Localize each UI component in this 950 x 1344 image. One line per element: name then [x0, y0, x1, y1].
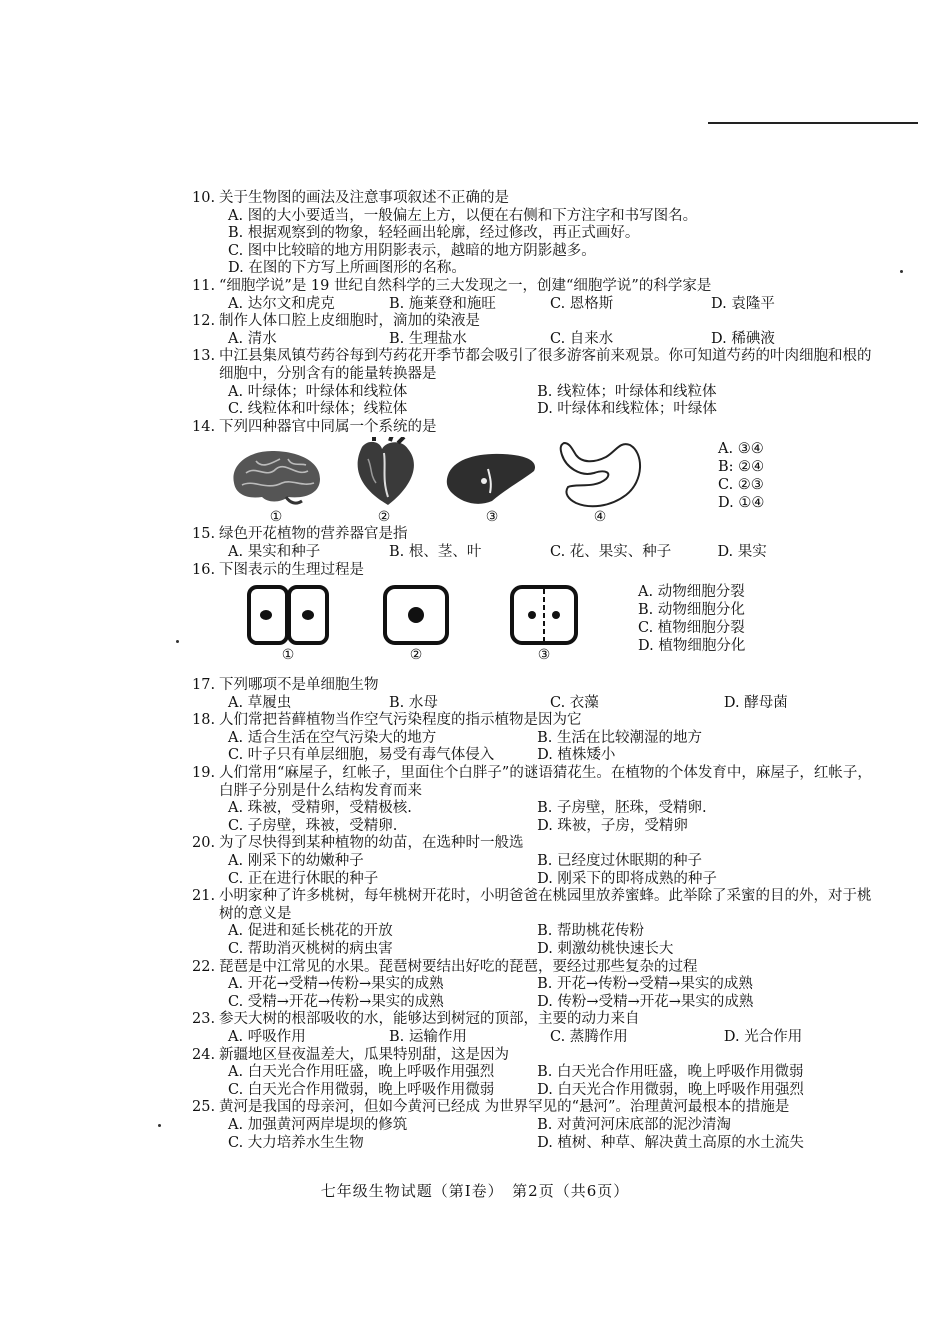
option-b: B: ②④ — [718, 459, 765, 476]
option-d: D. 刺激幼桃快速长大 — [537, 941, 674, 957]
option-d: D. 传粉→受精→开花→果实的成熟 — [537, 993, 754, 1010]
option-d: D. 在图的下方写上所画图形的名称。 — [228, 260, 466, 277]
question-25 — [192, 1099, 872, 1117]
option-c: C. 线粒体和叶绿体；线粒体 — [228, 401, 408, 418]
question-number: 14. — [192, 418, 216, 435]
cell-stage-2 — [352, 583, 480, 677]
question-14 — [192, 419, 872, 437]
option-c: C. 自来水 — [550, 330, 614, 347]
option-a: A. 适合生活在空气污染大的地方 — [228, 729, 437, 746]
option-d: D. 酵母菌 — [723, 694, 788, 711]
option-d: D. 光合作用 — [723, 1028, 803, 1045]
option-a: A. 清水 — [228, 330, 277, 347]
option-c: C. 花、果实、种子 — [550, 543, 672, 560]
question-stem: 下列哪项不是单细胞生物 — [219, 677, 379, 694]
option-d: D. 植物细胞分化 — [638, 638, 746, 655]
option-d: D. 叶绿体和线粒体；叶绿体 — [537, 401, 717, 418]
options — [192, 695, 872, 713]
option-b: B. 根据观察到的物象，轻轻画出轮廓，经过修改，再正式画好。 — [228, 225, 640, 242]
question-stem: “细胞学说”是 19 世纪自然科学的三大发现之一，创建“细胞学说”的科学家是 — [219, 277, 712, 294]
question-18 — [192, 712, 872, 730]
options — [192, 976, 872, 1011]
question-number: 11. — [192, 277, 216, 294]
option-c: C. 叶子只有单层细胞，易受有毒气体侵入 — [228, 747, 495, 764]
option-d: D. 白天光合作用微弱，晚上呼吸作用强烈 — [537, 1081, 804, 1098]
options — [192, 384, 872, 419]
question-22 — [192, 959, 872, 977]
question-stem: 新疆地区昼夜温差大，瓜果特别甜，这是因为 — [219, 1046, 509, 1063]
scan-speck — [900, 270, 903, 273]
option-b: B. 帮助桃花传粉 — [537, 923, 644, 940]
option-c: C. 帮助消灭桃树的病虫害 — [228, 941, 393, 957]
organ-brain — [222, 443, 330, 527]
cell-stage-3 — [480, 583, 608, 677]
option-b: B. 根、茎、叶 — [389, 543, 482, 560]
option-b: B. 生活在比较潮湿的地方 — [537, 729, 702, 746]
question-16 — [192, 562, 872, 580]
question-number: 18. — [192, 712, 216, 729]
organ-stomach — [546, 437, 654, 527]
single-cell-image — [381, 583, 451, 647]
two-cells-image — [246, 583, 330, 647]
option-d: D. 刚采下的即将成熟的种子 — [537, 870, 717, 887]
options — [192, 1117, 872, 1152]
stomach-image — [554, 437, 646, 509]
question-stem: 下列四种器官中同属一个系统的是 — [219, 418, 437, 435]
options — [192, 1029, 872, 1047]
question-stem: 下图表示的生理过程是 — [219, 561, 364, 578]
option-a: A. 呼吸作用 — [228, 1028, 306, 1045]
question-24 — [192, 1047, 872, 1065]
option-b: B. 生理盐水 — [389, 330, 467, 347]
cell-stage-1 — [224, 583, 352, 677]
question-19 — [192, 765, 872, 800]
option-b: B. 动物细胞分化 — [638, 602, 745, 619]
option-d: D. 果实 — [717, 543, 767, 560]
question-stem: 中江县集凤镇芍药谷每到芍药花开季节都会吸引了很多游客前来观景。你可知道芍药的叶肉细胞和根的细胞中，分别含有的能量转换器是 — [219, 348, 872, 382]
options — [718, 440, 764, 512]
options — [192, 296, 872, 314]
option-d: D. 珠被，子房，受精卵 — [537, 817, 688, 834]
question-number: 16. — [192, 561, 216, 578]
option-a: A. 果实和种子 — [228, 543, 321, 560]
question-stem: 小明家种了许多桃树，每年桃树开花时，小明爸爸在桃园里放养蜜蜂。此举除了采蜜的目的外，对于桃树的意义是 — [219, 888, 872, 922]
options — [192, 853, 872, 888]
options — [192, 544, 872, 562]
option-a: A. 达尔文和虎克 — [228, 295, 335, 312]
question-number: 13. — [192, 348, 216, 365]
organ-label: ④ — [593, 508, 607, 525]
option-c: C. 正在进行休眠的种子 — [228, 870, 379, 887]
page-footer: 七年级生物试题（第Ⅰ卷） 第2页（共6页） — [320, 1182, 630, 1200]
question-23 — [192, 1011, 872, 1029]
option-c: C. 受精→开花→传粉→果实的成熟 — [228, 993, 444, 1010]
option-a: A. 开花→受精→传粉→果实的成熟 — [228, 976, 444, 993]
liver-image — [444, 449, 540, 509]
question-number: 10. — [192, 190, 216, 206]
options — [638, 583, 745, 677]
question-20 — [192, 835, 872, 853]
question-stem: 参天大树的根部吸收的水，能够达到树冠的顶部，主要的动力来自 — [219, 1011, 640, 1028]
options — [192, 923, 872, 958]
option-d: D. 植株矮小 — [537, 747, 616, 764]
scan-speck — [158, 1124, 161, 1127]
question-13 — [192, 348, 872, 383]
organ-liver — [438, 449, 546, 527]
option-b: B. 运输作用 — [389, 1028, 467, 1045]
question-sheet — [192, 190, 872, 1152]
question-number: 25. — [192, 1099, 216, 1116]
question-stem: 人们常用“麻屋子，红帐子，里面住个白胖子”的谜语猜花生。在植物的个体发育中，麻屋子，红帐子，白胖子分别是什么结构发育而来 — [219, 765, 872, 799]
organ-label: ② — [377, 508, 391, 525]
header-rule — [708, 122, 918, 124]
option-d: D. 植树、种草、解决黄土高原的水土流失 — [537, 1134, 804, 1151]
question-number: 17. — [192, 677, 216, 694]
organ-label: ① — [269, 508, 283, 525]
question-12 — [192, 313, 872, 331]
option-a: A. 图的大小要适当，一般偏左上方，以便在右侧和下方注字和书写图名。 — [228, 207, 698, 224]
option-a: A. 珠被，受精卵，受精极核. — [228, 800, 412, 817]
option-b: B. 水母 — [389, 694, 438, 711]
options — [192, 800, 872, 835]
option-d: D. ①④ — [718, 495, 765, 512]
question-stem: 关于生物图的画法及注意事项叙述不正确的是 — [219, 190, 509, 206]
scan-speck — [176, 640, 179, 643]
options — [192, 1064, 872, 1099]
question-number: 20. — [192, 835, 216, 852]
stage-label: ② — [409, 647, 423, 664]
option-c: C. 子房壁，珠被，受精卵. — [228, 817, 398, 834]
option-b: B. 开花→传粉→受精→果实的成熟 — [537, 976, 753, 993]
question-21 — [192, 888, 872, 923]
question-number: 15. — [192, 526, 216, 543]
option-c: C. 恩格斯 — [550, 295, 614, 312]
stage-label: ③ — [537, 647, 551, 664]
question-stem: 制作人体口腔上皮细胞时，滴加的染液是 — [219, 313, 480, 330]
question-number: 24. — [192, 1046, 216, 1063]
option-c: C. 图中比较暗的地方用阴影表示，越暗的地方阴影越多。 — [228, 242, 596, 259]
option-b: B. 对黄河河床底部的泥沙清淘 — [537, 1116, 731, 1133]
question-number: 12. — [192, 313, 216, 330]
option-d: D. 稀碘液 — [711, 330, 775, 347]
option-b: B. 白天光合作用旺盛，晚上呼吸作用微弱 — [537, 1064, 804, 1081]
option-a: A. 动物细胞分裂 — [638, 584, 745, 601]
option-c: C. ②③ — [718, 477, 764, 494]
question-15 — [192, 526, 872, 544]
question-number: 23. — [192, 1011, 216, 1028]
question-stem: 人们常把苔藓植物当作空气污染程度的指示植物是因为它 — [219, 712, 582, 729]
options — [192, 208, 872, 278]
brain-image — [226, 443, 326, 509]
question-11 — [192, 278, 872, 296]
options — [192, 331, 872, 349]
option-d: D. 袁隆平 — [711, 295, 775, 312]
question-10 — [192, 190, 872, 208]
question-17 — [192, 677, 872, 695]
option-b: B. 线粒体；叶绿体和线粒体 — [537, 383, 717, 400]
heart-image — [344, 437, 424, 509]
option-a: A. 白天光合作用旺盛，晚上呼吸作用强烈 — [228, 1064, 495, 1081]
option-a: A. 草履虫 — [228, 694, 292, 711]
question-number: 21. — [192, 888, 216, 905]
option-a: A. ③④ — [718, 441, 764, 458]
cell-division-figure — [192, 583, 872, 677]
question-number: 19. — [192, 765, 216, 782]
option-c: C. 白天光合作用微弱，晚上呼吸作用微弱 — [228, 1081, 495, 1098]
organ-figure — [192, 440, 872, 526]
option-b: B. 已经度过休眠期的种子 — [537, 853, 702, 870]
option-b: B. 子房壁，胚珠，受精卵. — [537, 800, 707, 817]
option-c: C. 植物细胞分裂 — [638, 620, 745, 637]
options — [192, 730, 872, 765]
question-number: 22. — [192, 958, 216, 975]
organ-label: ③ — [485, 508, 499, 525]
organ-heart — [330, 437, 438, 527]
option-a: A. 刚采下的幼嫩种子 — [228, 853, 364, 870]
question-stem: 琵琶是中江常见的水果。琵琶树要结出好吃的琵琶，要经过那些复杂的过程 — [219, 958, 698, 975]
question-stem: 为了尽快得到某种植物的幼苗，在选种时一般选 — [219, 835, 524, 852]
option-c: C. 衣藻 — [550, 694, 599, 711]
option-b: B. 施莱登和施旺 — [389, 295, 496, 312]
dividing-cell-image — [508, 583, 580, 647]
option-a: A. 促进和延长桃花的开放 — [228, 923, 393, 940]
question-stem: 黄河是我国的母亲河，但如今黄河已经成 为世界罕见的“悬河”。治理黄河最根本的措施是 — [219, 1099, 790, 1116]
question-stem: 绿色开花植物的营养器官是指 — [219, 526, 408, 543]
option-c: C. 大力培养水生生物 — [228, 1134, 364, 1151]
option-c: C. 蒸腾作用 — [550, 1028, 628, 1045]
stage-label: ① — [281, 647, 295, 664]
option-a: A. 叶绿体；叶绿体和线粒体 — [228, 383, 408, 400]
option-a: A. 加强黄河两岸堤坝的修筑 — [228, 1116, 408, 1133]
